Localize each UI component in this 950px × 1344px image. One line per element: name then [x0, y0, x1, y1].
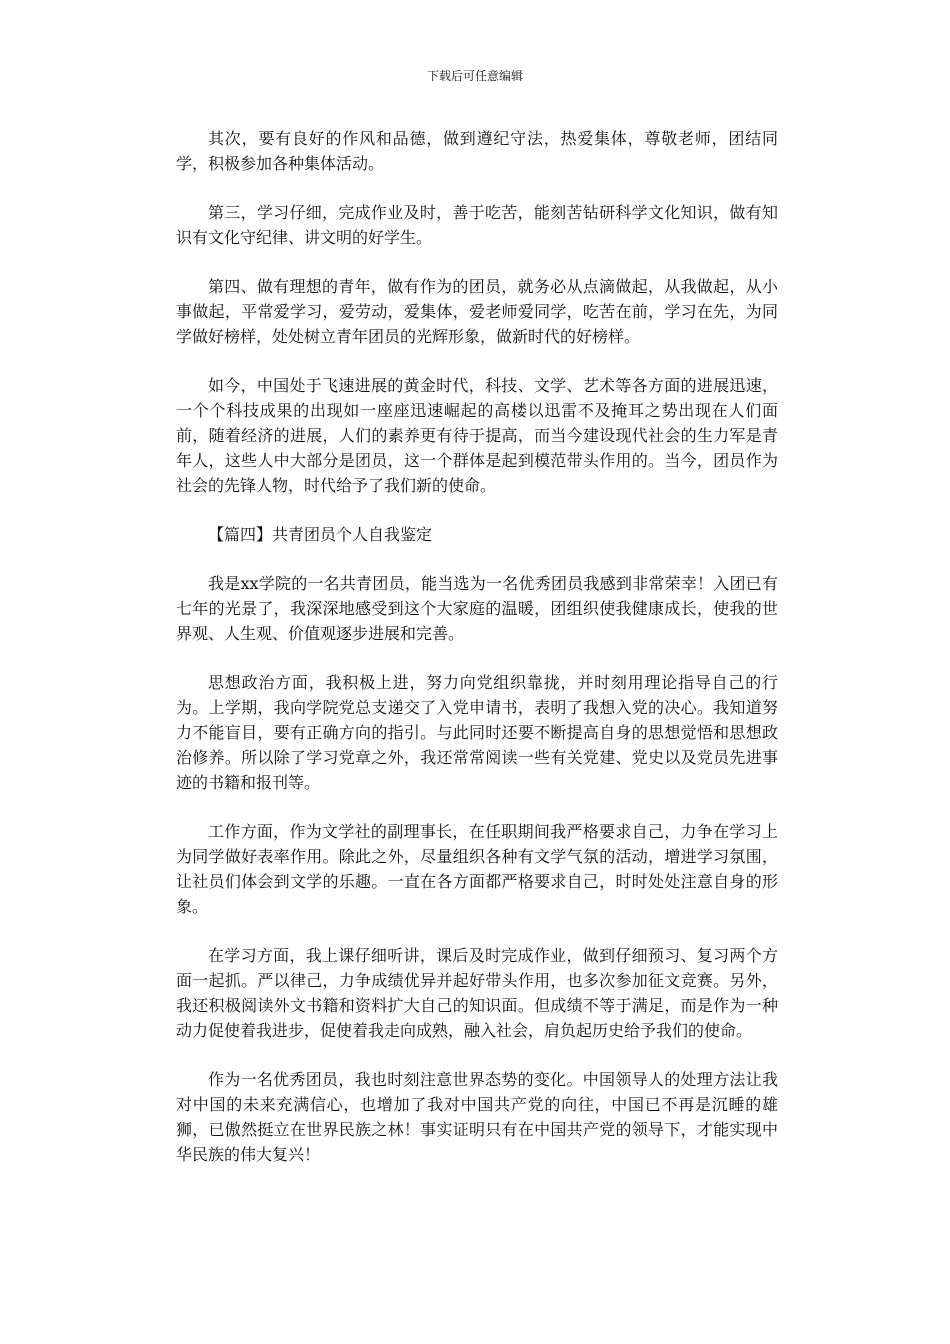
header-note: 下载后可任意编辑 — [426, 69, 523, 83]
paragraph-conclusion: 作为一名优秀团员，我也时刻注意世界态势的变化。中国领导人的处理方法让我对中国的未来充满信心，也增加了我对中国共产党的向往，中国已不再是沉睡的雄狮，已傲然挺立在世界民族之林！事实证明只有在中国共产党的领导下，才能实现中华民族的伟大复兴！ — [176, 1070, 778, 1164]
paragraph-ideals: 第四、做有理想的青年，做有作为的团员，就务必从点滴做起，从我做起，从小事做起，平常爱学习，爱劳动，爱集体，爱老师爱同学，吃苦在前，学习在先，为同学做好榜样，处处树立青年团员的光辉形象，做新时代的好榜样。 — [176, 277, 778, 346]
paragraph-politics: 思想政治方面，我积极上进，努力向党组织靠拢，并时刻用理论指导自己的行为。上学期，我向学院党总支递交了入党申请书，表明了我想入党的决心。我知道努力不能盲目，要有正确方向的指引。与此同时还要不断提高自身的思想觉悟和思想政治修养。所以除了学习党章之外，我还常常阅读一些有关党建、党史以及党员先进事迹的书籍和报刊等。 — [176, 673, 778, 792]
document-body — [176, 126, 778, 1191]
section-title: 【篇四】共青团员个人自我鉴定 — [208, 525, 433, 544]
paragraph-work: 工作方面，作为文学社的副理事长，在任职期间我严格要求自己，力争在学习上为同学做好表率作用。除此之外，尽量组织各种有文学气氛的活动，增进学习氛围，让社员们体会到文学的乐趣。一直在各方面都严格要求自己，时时处处注意自身的形象。 — [176, 822, 778, 916]
paragraph-intro: 我是xx学院的一名共青团员，能当选为一名优秀团员我感到非常荣幸！入团已有七年的光景了，我深深地感受到这个大家庭的温暖，团组织使我健康成长，使我的世界观、人生观、价值观逐步进展和完善。 — [176, 574, 778, 643]
paragraph-era: 如今，中国处于飞速进展的黄金时代，科技、文学、艺术等各方面的进展迅速，一个个科技成果的出现如一座座迅速崛起的高楼以迅雷不及掩耳之势出现在人们面前，随着经济的进展，人们的素养更有待于提高，而当今建设现代社会的生力军是青年人，这些人中大部分是团员，这一个群体是起到模范带头作用的。当今，团员作为社会的先锋人物，时代给予了我们新的使命。 — [176, 376, 778, 495]
paragraph-conduct: 其次，要有良好的作风和品德，做到遵纪守法，热爱集体，尊敬老师，团结同学，积极参加各种集体活动。 — [176, 129, 778, 173]
paragraph-learning: 在学习方面，我上课仔细听讲，课后及时完成作业，做到仔细预习、复习两个方面一起抓。严以律己，力争成绩优异并起好带头作用，也多次参加征文竞赛。另外，我还积极阅读外文书籍和资料扩大自己的知识面。但成绩不等于满足，而是作为一种动力促使着我进步，促使着我走向成熟，融入社会，肩负起历史给予我们的使命。 — [176, 946, 778, 1040]
paragraph-study: 第三，学习仔细，完成作业及时，善于吃苦，能刻苦钻研科学文化知识，做有知识有文化守纪律、讲文明的好学生。 — [176, 203, 778, 247]
